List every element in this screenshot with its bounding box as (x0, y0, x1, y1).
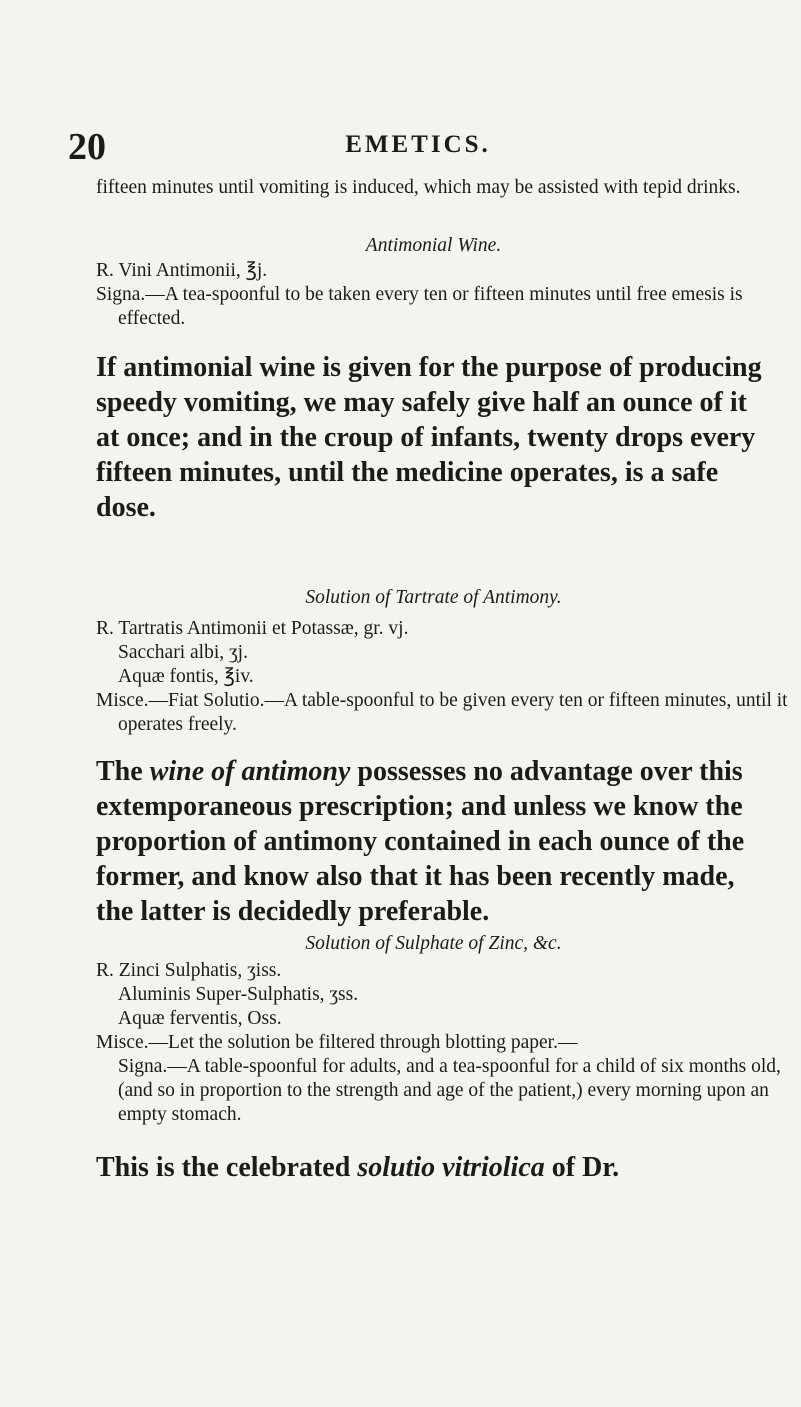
zinc-misce: Misce.—Let the solution be filtered through blotting paper.— (96, 1032, 578, 1053)
para2-italic: wine of antimony (149, 756, 351, 787)
para3-rest: of Dr. (551, 1152, 620, 1183)
zinc-line-3: Aquæ ferventis, Oss. (118, 1008, 282, 1029)
paragraph-solutio-vitriolica (96, 1150, 771, 1185)
tartrate-rx: R. Tartratis Antimonii et Potassæ, gr. vj. (96, 618, 409, 639)
zinc-signa: Signa.—A table-spoonful for adults, and a tea-spoonful for a child of six months old, (and so in proportion to the strength and age of the patient,) every morning upon an empty stomach. (118, 1056, 781, 1125)
para2-lead: The (96, 756, 143, 787)
zinc-rx: R. Zinci Sulphatis, ʒiss. (96, 960, 282, 981)
tartrate-heading: Solution of Tartrate of Antimony. (305, 587, 562, 608)
paragraph-antimonial-wine: If antimonial wine is given for the purpose of producing speedy vomiting, we may safely give half an ounce of it at once; and in the croup of infants, twenty drops every fifteen minutes, until the medicine operates, is a safe dose. (96, 352, 762, 523)
zinc-heading: Solution of Sulphate of Zinc, &c. (305, 933, 562, 954)
intro-text: fifteen minutes until vomiting is induced, which may be assisted with tepid drinks. (96, 177, 741, 198)
antimonial-wine-rx: R. Vini Antimonii, ℥j. (96, 260, 268, 281)
antimonial-wine-heading: Antimonial Wine. (365, 235, 502, 256)
zinc-line-2: Aluminis Super-Sulphatis, ʒss. (118, 984, 359, 1005)
para3-italic: solutio vitriolica (357, 1152, 545, 1183)
running-title: EMETICS. (345, 131, 491, 158)
paragraph-wine-of-antimony (96, 754, 771, 929)
tartrate-misce: Misce.—Fiat Solutio.—A table-spoonful to be given every ten or fifteen minutes, until it operates freely. (96, 690, 788, 735)
page-number: 20 (68, 126, 106, 168)
antimonial-wine-signa: Signa.—A tea-spoonful to be taken every ten or fifteen minutes until free emesis is effected. (96, 284, 743, 329)
tartrate-line-3: Aquæ fontis, ℥iv. (118, 666, 254, 687)
para3-lead: This is the celebrated (96, 1152, 351, 1183)
tartrate-line-2: Sacchari albi, ʒj. (118, 642, 248, 663)
page-header (68, 125, 768, 168)
para2-rest: possesses no advantage over this extemporaneous prescription; and unless we know the proportion of antimony contained in each ounce of the former, and know also that it has been recently made, the latter is decidedly preferable. (96, 756, 745, 927)
